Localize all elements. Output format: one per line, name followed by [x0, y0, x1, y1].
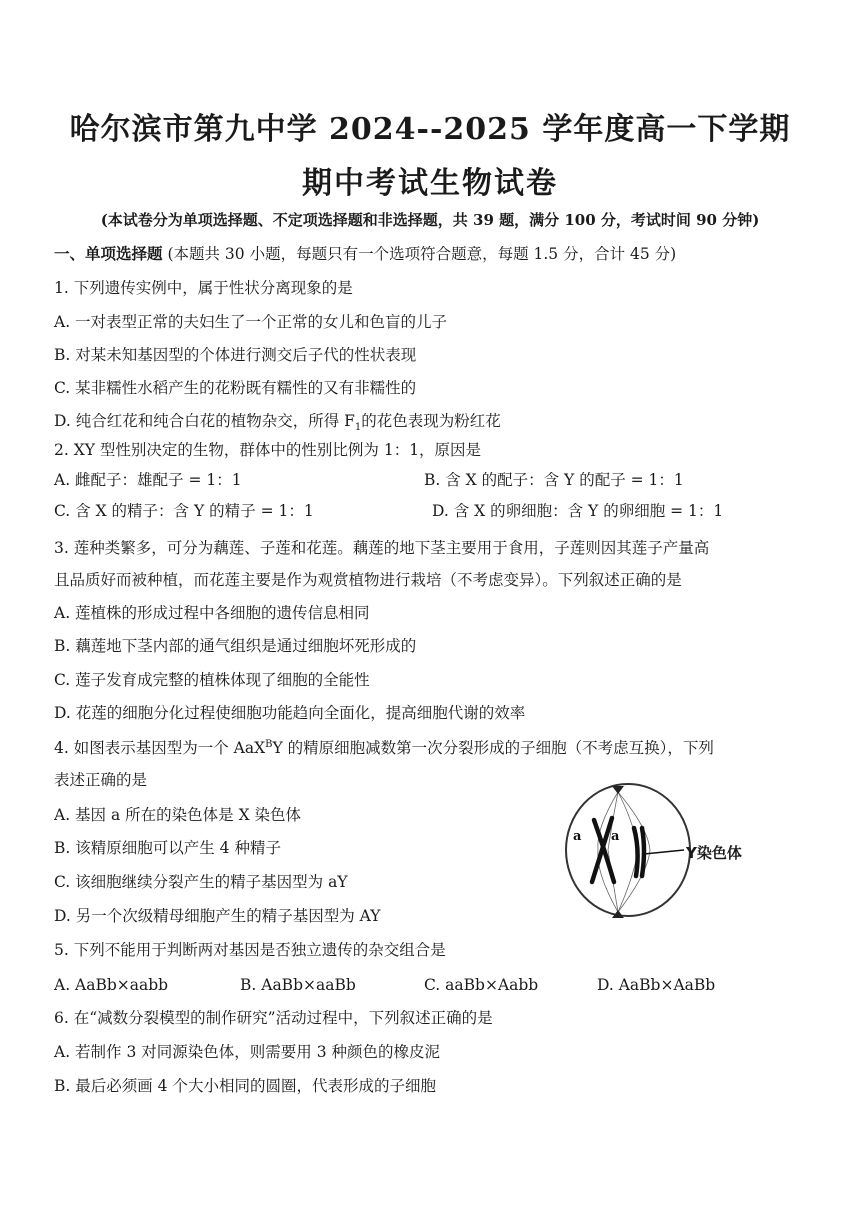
q1-option-d-tail: 的花色表现为粉红花	[361, 412, 501, 430]
q1-option-d-text: D. 纯合红花和纯合白花的植物杂交，所得 F	[54, 412, 355, 430]
q3-option-c: C. 莲子发育成完整的植株体现了细胞的全能性	[54, 671, 370, 689]
q1-option-a: A. 一对表型正常的夫妇生了一个正常的女儿和色盲的儿子	[54, 313, 448, 331]
spindle-poles	[612, 786, 624, 918]
q4-stem-text: 4. 如图表示基因型为一个 AaX	[54, 739, 266, 757]
q4-option-d: D. 另一个次级精母细胞产生的精子基因型为 AY	[54, 907, 381, 925]
q1-option-d	[54, 411, 501, 434]
cell-membrane	[566, 784, 690, 916]
gene-label-right: a	[611, 829, 620, 844]
q4-option-a: A. 基因 a 所在的染色体是 X 染色体	[54, 806, 302, 824]
section-description: (本题共 30 小题，每题只有一个选项符合题意，每题 1.5 分，合计 45 分)	[167, 245, 677, 263]
q1-option-c: C. 某非糯性水稻产生的花粉既有糯性的又有非糯性的	[54, 379, 417, 397]
q4-stem-tail: Y 的精原细胞减数第一次分裂形成的子细胞（不考虑互换），下列	[272, 739, 714, 757]
exam-title-line2: 期中考试生物试卷	[302, 166, 558, 201]
q2-stem: 2. XY 型性别决定的生物，群体中的性别比例为 1：1，原因是	[54, 441, 482, 459]
section-title: 一、单项选择题	[54, 244, 163, 263]
q4-stem-superscript: B	[265, 738, 273, 750]
q6-option-a: A. 若制作 3 对同源染色体，则需要用 3 种颜色的橡皮泥	[54, 1043, 440, 1061]
section-heading	[54, 244, 676, 264]
q1-option-d-subscript: 1	[354, 422, 362, 434]
cell-division-figure	[556, 778, 780, 928]
q4-stem-line1	[54, 738, 714, 758]
q4-stem-line2: 表述正确的是	[54, 771, 148, 789]
chromosome-left	[592, 818, 614, 882]
q3-option-b: B. 藕莲地下茎内部的通气组织是通过细胞坏死形成的	[54, 637, 417, 655]
q2-option-c: C. 含 X 的精子：含 Y 的精子 = 1：1	[54, 502, 314, 520]
q2-option-d: D. 含 X 的卵细胞：含 Y 的卵细胞 = 1：1	[432, 502, 724, 520]
exam-note: (本试卷分为单项选择题、不定项选择题和非选择题，共 39 题，满分 100 分，考试时间 90 分钟)	[100, 211, 760, 229]
q3-stem-line1: 3. 莲种类繁多，可分为藕莲、子莲和花莲。藕莲的地下茎主要用于食用，子莲则因其莲子产量高	[54, 539, 710, 557]
q5-stem: 5. 下列不能用于判断两对基因是否独立遗传的杂交组合是	[54, 941, 446, 959]
q5-option-b: B. AaBb×aaBb	[240, 976, 356, 994]
q6-stem: 6. 在“减数分裂模型的制作研究”活动过程中，下列叙述正确的是	[54, 1009, 493, 1027]
gene-label-left: a	[573, 829, 582, 844]
q6-option-b: B. 最后必须画 4 个大小相同的圆圈，代表形成的子细胞	[54, 1077, 436, 1095]
q3-option-d: D. 花莲的细胞分化过程使细胞功能趋向全面化，提高细胞代谢的效率	[54, 704, 526, 722]
q1-option-b: B. 对某未知基因型的个体进行测交后子代的性状表现	[54, 346, 417, 364]
exam-title-line1: 哈尔滨市第九中学 2024--2025 学年度高一下学期	[69, 112, 791, 147]
q3-stem-line2: 且品质好而被种植，而花莲主要是作为观赏植物进行栽培（不考虑变异）。下列叙述正确的是	[54, 571, 682, 589]
chromosome-y	[634, 828, 644, 876]
q1-stem: 1. 下列遗传实例中，属于性状分离现象的是	[54, 279, 353, 297]
y-chromosome-label: Y染色体	[686, 844, 742, 862]
q5-option-a: A. AaBb×aabb	[54, 976, 169, 994]
q5-option-d: D. AaBb×AaBb	[597, 976, 716, 994]
q2-option-b: B. 含 X 的配子：含 Y 的配子 = 1：1	[424, 471, 684, 489]
q4-option-c: C. 该细胞继续分裂产生的精子基因型为 aY	[54, 873, 348, 891]
q2-option-a: A. 雌配子：雄配子 = 1：1	[54, 471, 242, 489]
q4-option-b: B. 该精原细胞可以产生 4 种精子	[54, 839, 281, 857]
q5-option-c: C. aaBb×Aabb	[424, 976, 539, 994]
q3-option-a: A. 莲植株的形成过程中各细胞的遗传信息相同	[54, 604, 370, 622]
